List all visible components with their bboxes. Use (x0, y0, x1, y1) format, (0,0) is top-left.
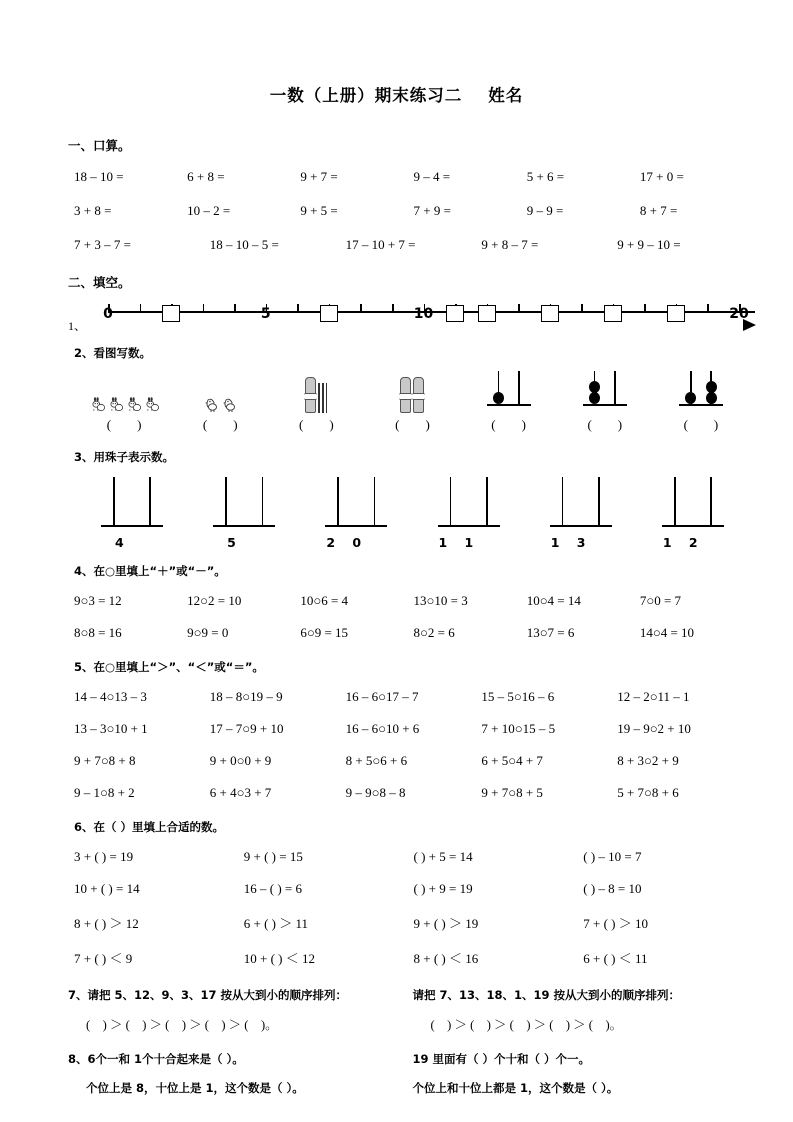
abacus-icon (679, 371, 723, 413)
expression: 17 – 7○9 + 10 (209, 721, 284, 736)
answer-parentheses[interactable]: ( ) (683, 417, 719, 432)
expression: 10○6 = 4 (300, 593, 349, 608)
question-index: 1、 (68, 319, 87, 333)
abacus-base (213, 525, 275, 527)
abacus-rod (149, 477, 151, 525)
target-digit-ones: 3 (576, 535, 586, 550)
expression: 10○4 = 14 (526, 593, 581, 608)
expression: 6○9 = 15 (300, 625, 349, 640)
expression: 9 – 9○8 – 8 (345, 785, 406, 800)
abacus-frame-inner (325, 477, 387, 533)
abacus-frame-inner (101, 477, 163, 533)
expression: 14○4 = 10 (639, 625, 695, 640)
expression: 10 – 2 = (187, 203, 231, 218)
stick-bundle-group (268, 367, 364, 413)
name-label: 姓名 (488, 86, 524, 105)
abacus-rod (598, 477, 600, 525)
rabbit-icon (125, 397, 142, 413)
question-7-right (413, 987, 758, 1033)
blank-fill-row (0, 881, 793, 897)
number-line-tick (707, 304, 709, 312)
abacus-target-number (76, 535, 188, 551)
title-text: 一数（上册）期末练习二 (269, 86, 463, 105)
abacus-frame-inner (550, 477, 612, 533)
expression: 9 + 9 – 10 = (617, 237, 681, 252)
target-digit-ones: 0 (352, 535, 362, 550)
abacus-figure (653, 367, 749, 413)
blank-fill-row (0, 948, 793, 967)
number-line-answer-box[interactable] (446, 305, 464, 322)
expression: 7 + 10○15 – 5 (481, 721, 556, 736)
expression: 8○2 = 6 (413, 625, 455, 640)
animal-group-inner (203, 397, 238, 413)
number-line-tick (644, 304, 646, 312)
expression: 9 + 7○8 + 5 (481, 785, 543, 800)
comparison-row (0, 689, 793, 705)
section-1-heading: 一、口算。 (68, 138, 131, 153)
abacus-bead (589, 392, 600, 404)
expression: 9 + 7○8 + 8 (74, 753, 136, 768)
expression: 14 – 4○13 – 3 (74, 689, 147, 704)
expression: 6 + ( ) ＜ 11 (583, 951, 648, 966)
abacus-rod (113, 477, 115, 525)
page-title (0, 0, 793, 106)
expression: 12○2 = 10 (187, 593, 242, 608)
question-7 (0, 987, 793, 1033)
abacus-base (101, 525, 163, 527)
expression: 17 + 0 = (639, 169, 684, 184)
question-8 (0, 1051, 793, 1096)
abacus-bead (685, 392, 696, 404)
number-line-tick (518, 304, 520, 312)
expression: 18 – 10 – 5 = (209, 237, 279, 252)
expression: 7 + ( ) ＜ 9 (74, 951, 133, 966)
abacus-base (325, 525, 387, 527)
abacus-frame-inner (662, 477, 724, 533)
question-8-right (413, 1051, 758, 1096)
number-line-answer-box[interactable] (162, 305, 180, 322)
number-line-tick (581, 304, 583, 312)
comparison-row (0, 721, 793, 737)
abacus-frame[interactable] (525, 477, 637, 533)
answer-parentheses[interactable]: ( ) (395, 417, 430, 432)
target-digit-tens: 1 (662, 535, 672, 550)
number-line-answer-box[interactable] (320, 305, 338, 322)
number-line-label: 10 (413, 306, 434, 322)
expression: 13 – 3○10 + 1 (74, 721, 148, 736)
single-stick-icon (318, 383, 320, 413)
abacus-rod (225, 477, 227, 525)
target-digit-ones: 1 (464, 535, 474, 550)
question-7-left (68, 987, 413, 1033)
stick-bundle-group (364, 367, 460, 413)
expression: 10 + ( ) ＜ 12 (243, 951, 315, 966)
question-8-right-line-2: 个位上和十位上都是 1，这个数是（ ）。 (412, 1081, 619, 1095)
expression: 9 – 9 = (526, 203, 564, 218)
target-digit-ones: 2 (688, 535, 698, 550)
number-line-tick (140, 304, 142, 312)
rabbit-icon (143, 397, 160, 413)
abacus-bead (589, 381, 600, 393)
abacus-rod (450, 477, 452, 525)
expression: 8○8 = 16 (74, 625, 122, 640)
abacus-base (583, 404, 627, 406)
answer-parentheses[interactable]: ( ) (491, 417, 526, 432)
animal-group-inner (89, 397, 160, 413)
question-3-heading: 3、用珠子表示数。 (74, 450, 175, 464)
rabbit-icon (89, 397, 106, 413)
expression: 17 – 10 + 7 = (345, 237, 416, 252)
abacus-frame[interactable] (637, 477, 749, 533)
number-line-answer-box[interactable] (667, 305, 685, 322)
expression: 10 + ( ) = 14 (74, 881, 140, 896)
abacus-rod (710, 477, 712, 525)
picture-answer-row (0, 417, 793, 433)
stick-bundle-icon (400, 377, 411, 413)
oral-math-row (0, 237, 793, 253)
expression: ( ) – 8 = 10 (583, 881, 642, 896)
expression: 12 – 2○11 – 1 (617, 689, 690, 704)
expression: 5 + 6 = (526, 169, 565, 184)
question-5-heading: 5、在○里填上“＞”、“＜”或“＝”。 (74, 660, 264, 674)
expression: 6 + 5○4 + 7 (481, 753, 543, 768)
expression: 8 + 5○6 + 6 (345, 753, 408, 768)
abacus-frame[interactable] (300, 477, 412, 533)
abacus-bead (706, 392, 717, 404)
bird-icon (203, 397, 220, 413)
number-line-label: 5 (260, 306, 271, 322)
comparison-row (0, 785, 793, 801)
section-2-heading: 二、填空。 (68, 275, 131, 290)
abacus-target-number (188, 535, 300, 551)
expression: 15 – 5○16 – 6 (481, 689, 555, 704)
animal-group (172, 367, 268, 413)
operator-fill-row (0, 625, 793, 641)
abacus-rod (518, 371, 520, 404)
abacus-rod (562, 477, 564, 525)
expression: 7 + 3 – 7 = (74, 237, 131, 252)
expression: 16 – 6○10 + 6 (345, 721, 420, 736)
expression: 9○3 = 12 (74, 593, 122, 608)
question-7-right-answer: ( ) ＞ ( ) ＞ ( ) ＞ ( ) ＞ ( )。 (430, 1018, 623, 1032)
expression: 6 + ( ) ＞ 11 (243, 916, 309, 931)
abacus-target-number (300, 535, 412, 551)
expression: 18 – 8○19 – 9 (209, 689, 283, 704)
expression: 13○10 = 3 (413, 593, 468, 608)
target-digit-tens: 2 (326, 535, 336, 550)
answer-parentheses[interactable]: ( ) (106, 417, 142, 432)
abacus-rod (262, 477, 264, 525)
expression: 8 + ( ) ＜ 16 (413, 951, 479, 966)
bird-icon (221, 397, 238, 413)
expression: 6 + 4○3 + 7 (209, 785, 272, 800)
question-6-heading: 6、在（ ）里填上合适的数。 (74, 820, 225, 834)
question-2-heading: 2、看图写数。 (74, 346, 152, 360)
number-line-tick (392, 304, 394, 312)
stick-bundle-icon (305, 377, 316, 413)
abacus-rod (486, 477, 488, 525)
expression: 16 – ( ) = 6 (243, 881, 302, 896)
abacus-figure (557, 367, 653, 413)
abacus-target-number (637, 535, 749, 551)
oral-math-row (0, 169, 793, 185)
blank-fill-row (0, 849, 793, 865)
expression: 9 – 4 = (413, 169, 451, 184)
expression: 9○9 = 0 (187, 625, 229, 640)
abacus-target-number (525, 535, 637, 551)
blank-fill-row (0, 913, 793, 932)
expression: 9 + ( ) = 15 (243, 849, 303, 864)
target-digit: 4 (115, 535, 124, 550)
abacus-rod (674, 477, 676, 525)
number-line-tick (360, 304, 362, 312)
expression: 13○7 = 6 (526, 625, 575, 640)
expression: ( ) + 9 = 19 (413, 881, 473, 896)
abacus-base (550, 525, 612, 527)
abacus-rod (337, 477, 339, 525)
question-8-left (68, 1051, 413, 1096)
abacus-target-number (413, 535, 525, 551)
single-stick-icon (322, 383, 324, 413)
expression: 6 + 8 = (187, 169, 225, 184)
expression: 5 + 7○8 + 6 (617, 785, 679, 800)
question-8-right-line-1: 19 里面有（ ）个十和（ ）个一。 (412, 1052, 591, 1066)
expression: 9 + 7 = (300, 169, 338, 184)
abacus-frame-inner (438, 477, 500, 533)
expression: 8 + ( ) ＞ 12 (74, 916, 139, 931)
number-line-answer-box[interactable] (478, 305, 496, 322)
target-digit-tens: 1 (438, 535, 448, 550)
stick-bundle-icon (413, 377, 424, 413)
abacus-icon (583, 371, 627, 413)
bundle-group-inner (400, 373, 424, 413)
expression: 9 + 0○0 + 9 (209, 753, 272, 768)
question-4-heading: 4、在○里填上“＋”或“－”。 (74, 564, 226, 578)
abacus-bead (706, 381, 717, 393)
expression: 9 + ( ) ＞ 19 (413, 916, 479, 931)
abacus-frame[interactable] (413, 477, 525, 533)
oral-math-row (0, 203, 793, 219)
abacus-rod (614, 371, 616, 404)
expression: 9 + 5 = (300, 203, 338, 218)
picture-counting-row (0, 365, 793, 413)
expression: ( ) + 5 = 14 (413, 849, 473, 864)
abacus-icon (487, 371, 531, 413)
abacus-base (679, 404, 723, 406)
expression: 7○0 = 7 (639, 593, 682, 608)
answer-parentheses[interactable]: ( ) (202, 417, 238, 432)
abacus-digit-row (0, 535, 793, 551)
expression: 9 – 1○8 + 2 (74, 785, 135, 800)
expression: 8 + 7 = (639, 203, 678, 218)
abacus-bead (493, 392, 504, 404)
expression: 16 – 6○17 – 7 (345, 689, 419, 704)
answer-parentheses[interactable]: ( ) (299, 417, 334, 432)
abacus-frame[interactable] (188, 477, 300, 533)
expression: 9 + 8 – 7 = (481, 237, 539, 252)
expression: 3 + ( ) = 19 (74, 849, 134, 864)
abacus-base (438, 525, 500, 527)
target-digit: 5 (227, 535, 236, 550)
animal-group (76, 367, 172, 413)
number-line-label: 0 (103, 306, 113, 322)
abacus-base (487, 404, 531, 406)
target-digit-tens: 1 (550, 535, 560, 550)
abacus-base (662, 525, 724, 527)
question-7-right-heading: 请把 7、13、18、1、19 按从大到小的顺序排列： (412, 988, 681, 1002)
abacus-frame-inner (213, 477, 275, 533)
number-line (68, 297, 765, 343)
number-line-answer-box[interactable] (604, 305, 622, 322)
expression: ( ) – 10 = 7 (583, 849, 642, 864)
abacus-frame[interactable] (76, 477, 188, 533)
expression: 7 + ( ) ＞ 10 (583, 916, 648, 931)
question-7-left-answer: ( ) ＞ ( ) ＞ ( ) ＞ ( ) ＞ ( )。 (86, 1018, 278, 1032)
expression: 8 + 3○2 + 9 (617, 753, 679, 768)
bundle-group-inner (305, 373, 327, 413)
comparison-row (0, 753, 793, 769)
expression: 7 + 9 = (413, 203, 451, 218)
number-line-answer-box[interactable] (541, 305, 559, 322)
expression: 18 – 10 = (74, 169, 124, 184)
expression: 3 + 8 = (74, 203, 112, 218)
answer-parentheses[interactable]: ( ) (587, 417, 623, 432)
number-line-tick (203, 304, 205, 312)
expression: 19 – 9○2 + 10 (617, 721, 691, 736)
abacus-figure (461, 367, 557, 413)
abacus-frame-row (0, 471, 793, 533)
number-line-label: 20 (729, 306, 749, 322)
question-7-left-heading: 7、请把 5、12、9、3、17 按从大到小的顺序排列： (68, 988, 348, 1002)
rabbit-icon (107, 397, 124, 413)
single-stick-icon (326, 383, 328, 413)
abacus-rod (374, 477, 376, 525)
number-line-tick (297, 304, 299, 312)
question-8-left-line-2: 个位上是 8，十位上是 1，这个数是（ ）。 (86, 1081, 304, 1095)
operator-fill-row (0, 593, 793, 609)
question-8-left-line-1: 8、6个一和 1个十合起来是（ ）。 (68, 1052, 244, 1066)
number-line-tick (234, 304, 236, 312)
